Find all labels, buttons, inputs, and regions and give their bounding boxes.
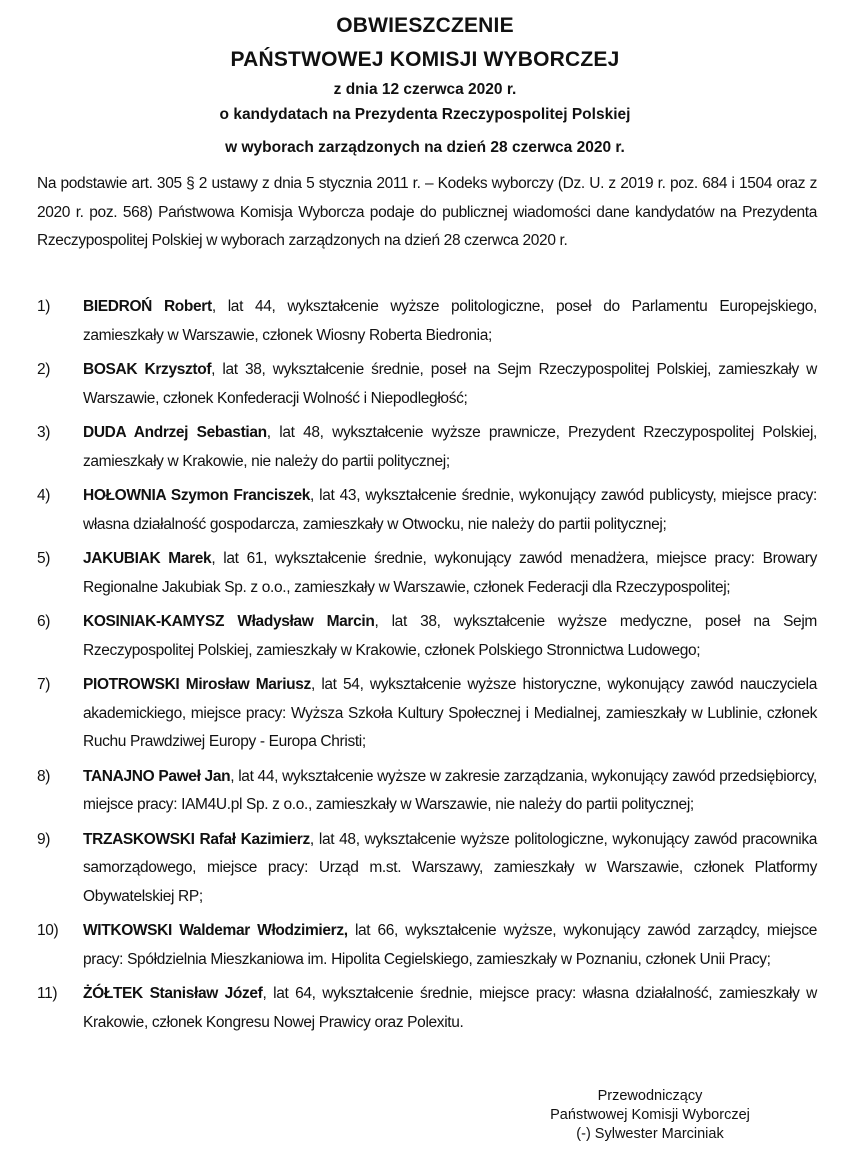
document-date: z dnia 12 czerwca 2020 r. xyxy=(333,81,517,98)
candidate-item xyxy=(37,917,817,974)
signature-role: Przewodniczący xyxy=(597,1088,703,1104)
candidate-number: 3) xyxy=(37,424,51,441)
document-subject: o kandydatach na Prezydenta Rzeczypospolitej Polskiej xyxy=(219,106,631,123)
candidate-item xyxy=(37,482,817,539)
candidate-details: , lat 38, wykształcenie wyższe medyczne, poseł na Sejm Rzeczypospolitej Polskiej, zamieszkały w Krakowie, członek Polskiego Stronnictwa Ludowego; xyxy=(83,613,817,659)
candidate-list xyxy=(37,293,817,1043)
candidate-details: , lat 43, wykształcenie średnie, wykonujący zawód publicysty, miejsce pracy: własna działalność gospodarcza, zamieszkały w Otwocku, nie należy do partii politycznej; xyxy=(83,487,818,533)
candidate-item xyxy=(37,419,817,476)
candidate-details: , lat 44, wykształcenie wyższe w zakresie zarządzania, wykonujący zawód przedsiębiorcy, miejsce pracy: IAM4U.pl Sp. z o.o., zamieszkały w Warszawie, nie należy do partii politycznej; xyxy=(83,767,818,813)
candidate-item xyxy=(37,671,817,757)
candidate-name: DUDA Andrzej Sebastian xyxy=(83,424,267,441)
election-date-line: w wyborach zarządzonych na dzień 28 czerwca 2020 r. xyxy=(225,139,625,156)
candidate-name: PIOTROWSKI Mirosław Mariusz xyxy=(83,676,311,693)
candidate-name: BOSAK Krzysztof xyxy=(83,361,212,378)
candidate-details: lat 66, wykształcenie wyższe, wykonujący zawód zarządcy, miejsce pracy: Spółdzielnia Mieszkaniowa im. Hipolita Cegielskiego, zamieszkały w Poznaniu, członek Unii Pracy; xyxy=(83,922,818,968)
candidate-details: , lat 54, wykształcenie wyższe historyczne, wykonujący zawód nauczyciela akademickiego, miejsce pracy: Wyższa Szkoła Kultury Społecznej i Medialnej, zamieszkały w Lublinie, członek Ruchu Prawdziwej Europy - Europa Christi; xyxy=(83,676,817,750)
candidate-details: , lat 48, wykształcenie wyższe prawnicze, Prezydent Rzeczypospolitej Polskiej, zamieszkały w Krakowie, nie należy do partii politycznej; xyxy=(83,424,818,470)
intro-paragraph: Na podstawie art. 305 § 2 ustawy z dnia 5 stycznia 2011 r. – Kodeks wyborczy (Dz. U. z 2019 r. poz. 684 i 1504 oraz z 2020 r. poz. 568) Państwowa Komisja Wyborcza podaje do publicznej wiadomości dane kandydatów na Prezydenta Rzeczypospolitej Polskiej w wyborach zarządzonych na dzień 28 czerwca 2020 r. xyxy=(37,175,817,249)
candidate-name: TANAJNO Paweł Jan xyxy=(83,767,231,785)
candidate-details: , lat 44, wykształcenie wyższe politologiczne, poseł do Parlamentu Europejskiego, zamieszkały w Warszawie, członek Wiosny Roberta Biedronia; xyxy=(83,298,818,344)
candidate-number: 1) xyxy=(37,298,51,315)
document-title: OBWIESZCZENIE xyxy=(336,14,514,37)
candidate-details: , lat 64, wykształcenie średnie, miejsce pracy: własna działalność, zamieszkały w Krakowie, członek Kongresu Nowej Prawicy oraz Polexitu. xyxy=(83,985,818,1031)
candidate-number: 8) xyxy=(37,767,51,785)
candidate-name: ŻÓŁTEK Stanisław Józef xyxy=(83,985,263,1002)
candidate-item xyxy=(37,826,817,912)
candidate-number: 6) xyxy=(37,613,51,630)
candidate-number: 9) xyxy=(37,830,51,848)
candidate-name: HOŁOWNIA Szymon Franciszek xyxy=(83,487,311,504)
candidate-item xyxy=(37,763,817,820)
candidate-number: 2) xyxy=(37,361,51,378)
candidate-name: TRZASKOWSKI Rafał Kazimierz xyxy=(83,830,310,848)
candidate-details: , lat 48, wykształcenie wyższe politologiczne, wykonujący zawód pracownika samorządowego, miejsce pracy: Urząd m.st. Warszawy, zamieszkały w Warszawie, członek Platformy Obywatelskiej RP; xyxy=(83,830,817,905)
candidate-details: , lat 38, wykształcenie średnie, poseł na Sejm Rzeczypospolitej Polskiej, zamieszkały w Warszawie, członek Konfederacji Wolność i Niepodległość; xyxy=(83,361,818,407)
candidate-item xyxy=(37,293,817,350)
signature-signer: (-) Sylwester Marciniak xyxy=(576,1126,724,1142)
candidate-number: 10) xyxy=(37,922,59,939)
candidate-number: 4) xyxy=(37,487,51,504)
signature-block xyxy=(520,1087,780,1144)
candidate-item xyxy=(37,545,817,602)
issuing-body-title: PAŃSTWOWEJ KOMISJI WYBORCZEJ xyxy=(230,48,620,71)
candidate-name: BIEDROŃ Robert xyxy=(83,298,212,315)
candidate-details: , lat 61, wykształcenie średnie, wykonujący zawód menadżera, miejsce pracy: Browary Regionalne Jakubiak Sp. z o.o., zamieszkały w Warszawie, członek Federacji dla Rzeczypospolitej; xyxy=(83,550,817,596)
candidate-item xyxy=(37,980,817,1037)
candidate-name: WITKOWSKI Waldemar Włodzimierz, xyxy=(83,922,348,939)
candidate-number: 11) xyxy=(37,985,58,1002)
candidate-name: JAKUBIAK Marek xyxy=(83,550,212,567)
candidate-number: 5) xyxy=(37,550,51,567)
candidate-number: 7) xyxy=(37,676,51,693)
signature-institution: Państwowej Komisji Wyborczej xyxy=(550,1107,750,1123)
candidate-item xyxy=(37,356,817,413)
candidate-item xyxy=(37,608,817,665)
candidate-name: KOSINIAK-KAMYSZ Władysław Marcin xyxy=(83,613,375,630)
